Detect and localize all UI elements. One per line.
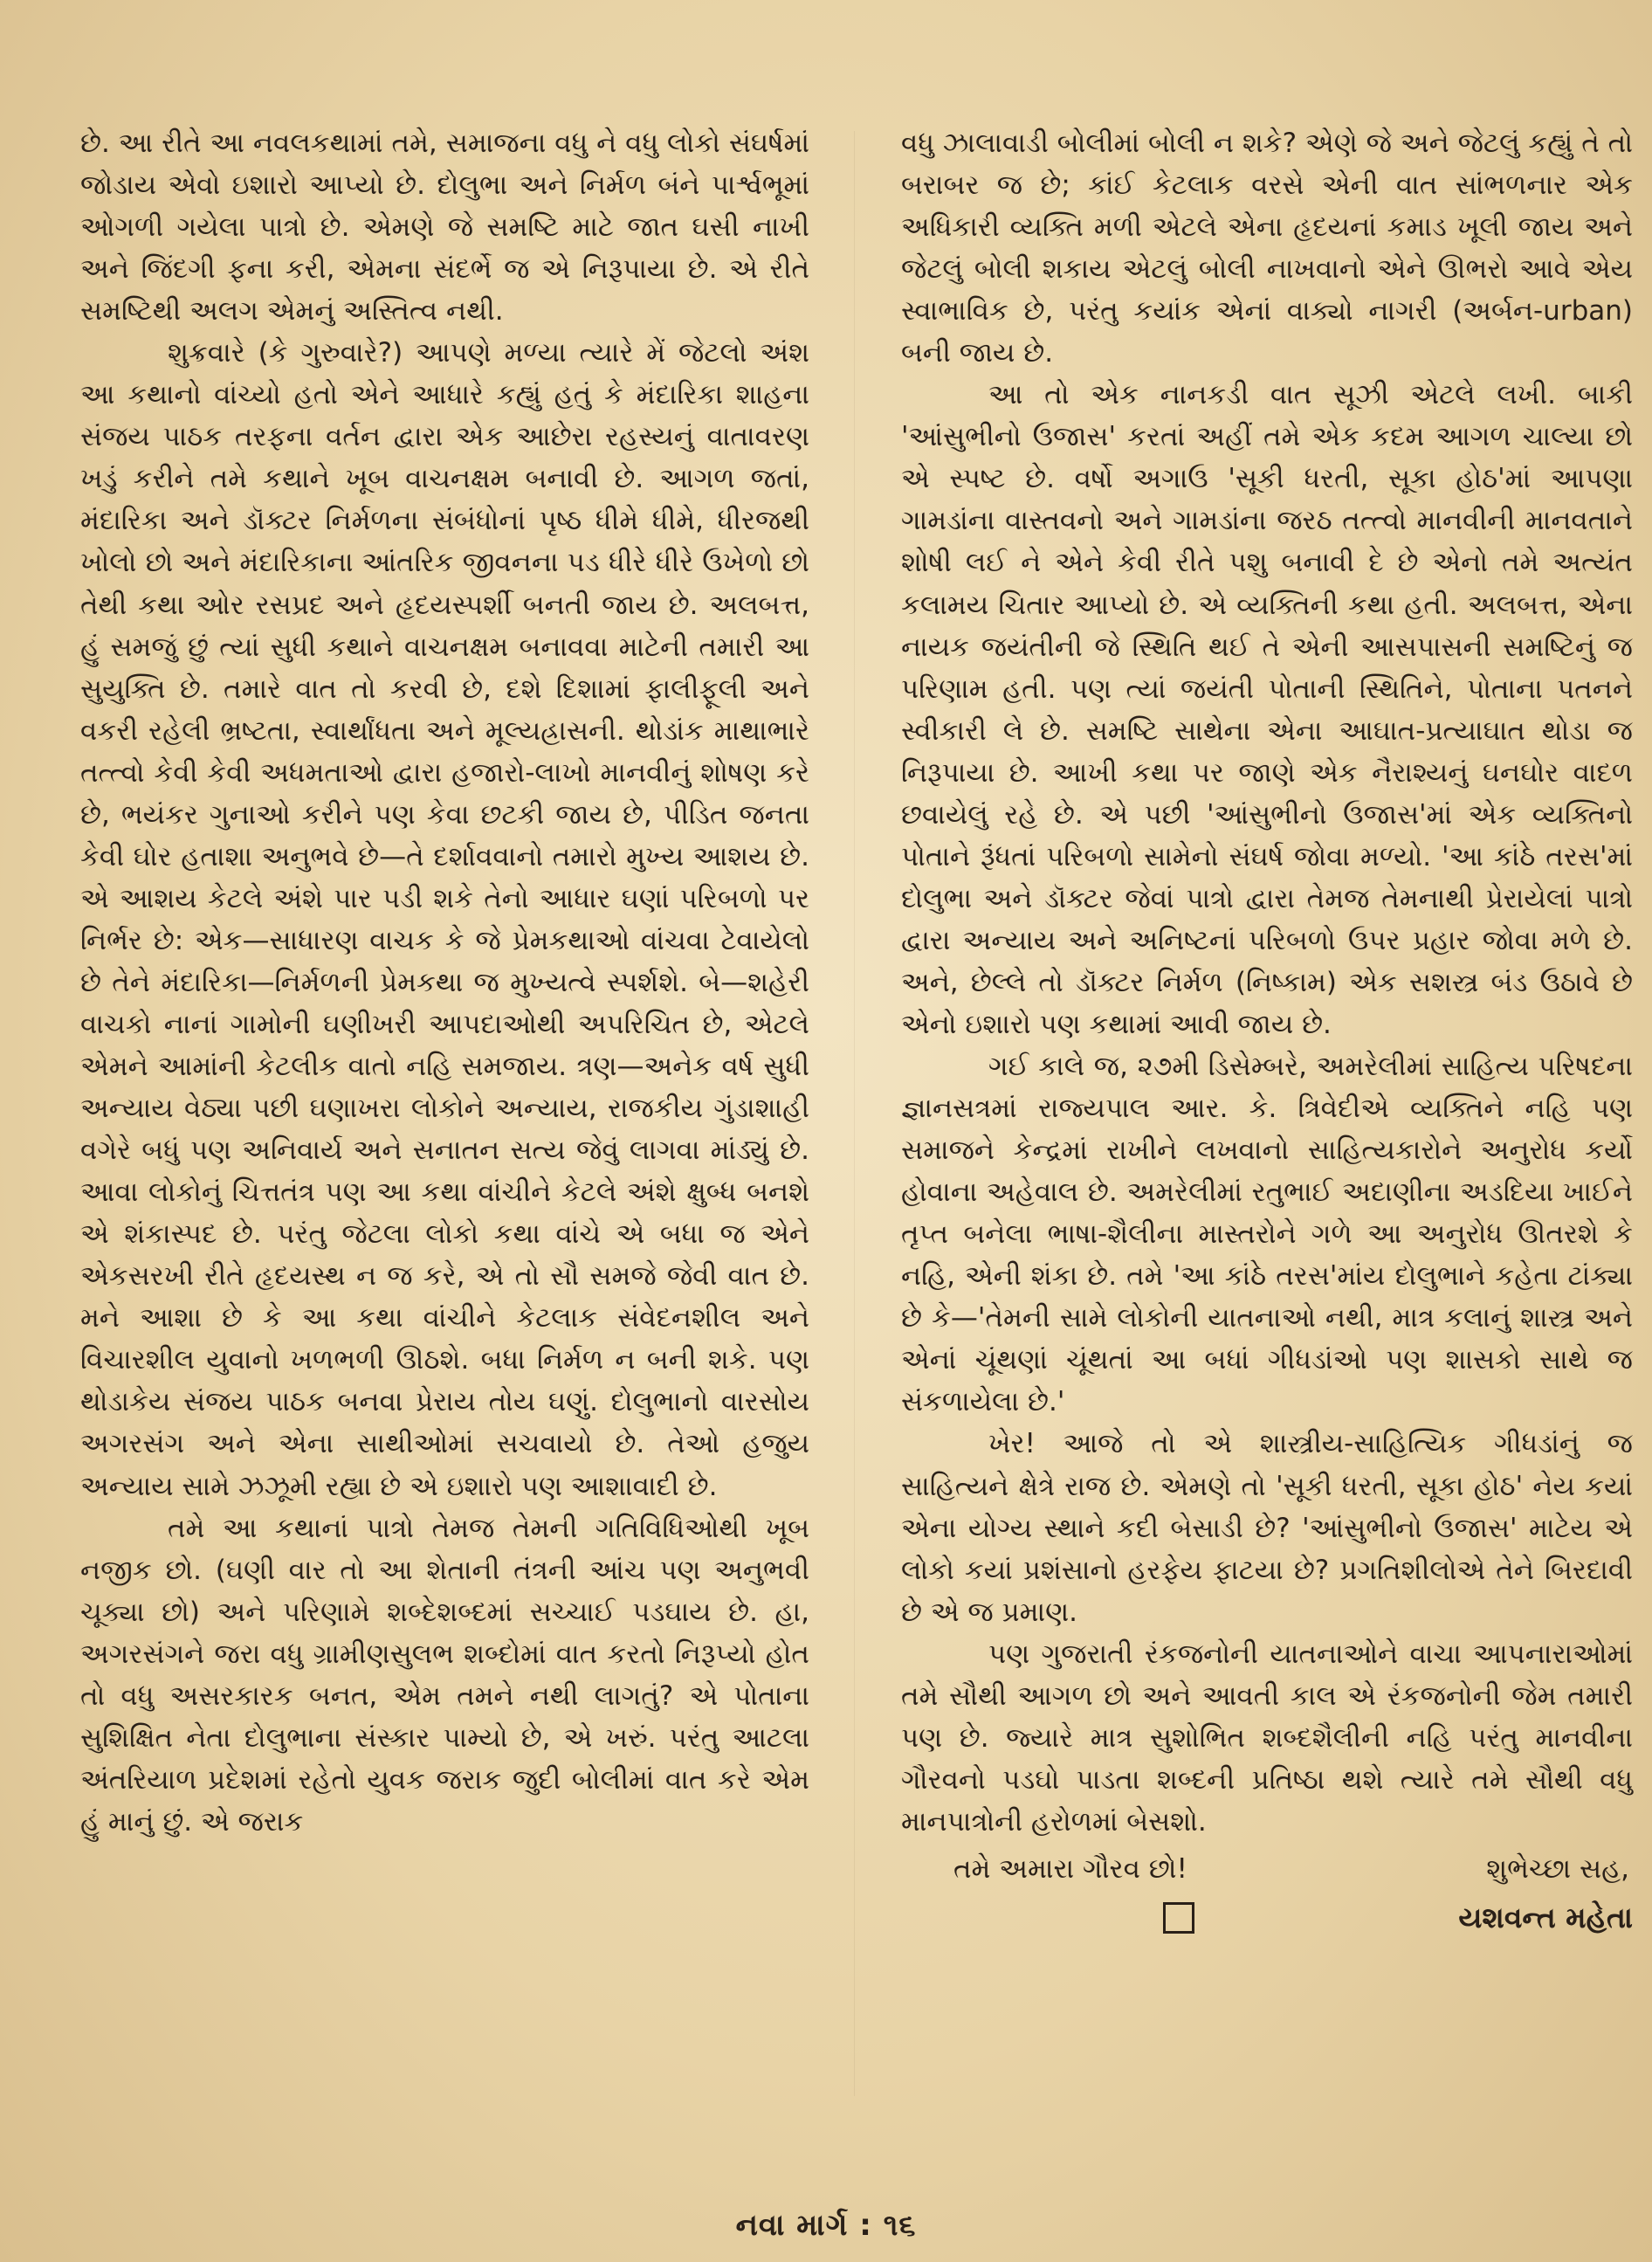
page-footer: નવા માર્ગ : ૧૬ <box>735 2208 917 2243</box>
closing-line: તમે અમારા ગૌરવ છો! <box>953 1852 1187 1885</box>
left-column <box>80 122 809 1843</box>
right-paragraph-3: ગઈ કાલે જ, ૨૭મી ડિસેમ્બરે, અમરેલીમાં સાહિત્ય પરિષદના જ્ઞાનસત્રમાં રાજ્યપાલ આર. કે. ત્રિવેદીએ વ્યક્તિને નહિ પણ સમાજને કેન્દ્રમાં રાખીને લખવાનો સાહિત્યકારોને અનુરોધ કર્યો હોવાના અહેવાલ છે. અમરેલીમાં રતુભાઈ અદાણીના અડદિયા ખાઈને તૃપ્ત બનેલા ભાષા-શૈલીના માસ્તરોને ગળે આ અનુરોધ ઊતરશે કે નહિ, એની શંકા છે. તમે 'આ કાંઠે તરસ'માંય દોલુભાને કહેતા ટાંક્યા છે કે—'તેમની સામે લોકોની યાતનાઓ નથી, માત્ર કલાનું શાસ્ત્ર અને એનાં ચૂંથણાં ચૂંથતાં આ બધાં ગીધડાંઓ પણ શાસકો સાથે જ સંકળાયેલા છે.' <box>901 1051 1633 1418</box>
right-paragraph-2: આ તો એક નાનકડી વાત સૂઝી એટલે લખી. બાકી 'આંસુભીનો ઉજાસ' કરતાં અહીં તમે એક કદમ આગળ ચાલ્યા છો એ સ્પષ્ટ છે. વર્ષો અગાઉ 'સૂકી ધરતી, સૂકા હોઠ'માં આપણા ગામડાંના વાસ્તવનો અને ગામડાંના જરઠ તત્ત્વો માનવીની માનવતાને શોષી લઈ ને એને કેવી રીતે પશુ બનાવી દે છે એનો તમે અત્યંત કલામય ચિતાર આપ્યો છે. એ વ્યક્તિની કથા હતી. અલબત્ત, એના નાયક જયંતીની જે સ્થિતિ થઈ તે એની આસપાસની સમષ્ટિનું જ પરિણામ હતી. પણ ત્યાં જયંતી પોતાની સ્થિતિને, પોતાના પતનને સ્વીકારી લે છે. સમષ્ટિ સાથેના એના આઘાત-પ્રત્યાઘાત થોડા જ નિરૂપાયા છે. આખી કથા પર જાણે એક નૈરાશ્યનું ઘનઘોર વાદળ છવાયેલું રહે છે. એ પછી 'આંસુભીનો ઉજાસ'માં એક વ્યક્તિનો પોતાને રૂંધતાં પરિબળો સામેનો સંઘર્ષ જોવા મળ્યો. 'આ કાંઠે તરસ'માં દોલુભા અને ડૉક્ટર જેવાં પાત્રો દ્વારા તેમજ તેમનાથી પ્રેરાયેલાં પાત્રો દ્વારા અન્યાય અને અનિષ્ટનાં પરિબળો ઉપર પ્રહાર જોવા મળે છે. અને, છેલ્લે તો ડૉક્ટર નિર્મળ (નિષ્કામ) એક સશસ્ત્ર બંડ ઉઠાવે છે એનો ઇશારો પણ કથામાં આવી જાય છે. <box>901 379 1633 1040</box>
end-mark-square-icon <box>1163 1902 1194 1934</box>
right-paragraph-5: પણ ગુજરાતી રંકજનોની યાતનાઓને વાચા આપનારાઓમાં તમે સૌથી આગળ છો અને આવતી કાલ એ રંકજનોની જેમ તમારી પણ છે. જ્યારે માત્ર સુશોભિત શબ્દશૈલીની નહિ પરંતુ માનવીના ગૌરવનો પડઘો પાડતા શબ્દની પ્રતિષ્ઠા થશે ત્યારે તમે સૌથી વધુ માનપાત્રોની હરોળમાં બેસશો. <box>901 1638 1633 1838</box>
signature-row <box>901 1895 1633 1940</box>
closing-row <box>901 1848 1633 1890</box>
left-paragraph-3: તમે આ કથાનાં પાત્રો તેમજ તેમની ગતિવિધિઓથી ખૂબ નજીક છો. (ઘણી વાર તો આ શેતાની તંત્રની આંચ પણ અનુભવી ચૂક્યા છો) અને પરિણામે શબ્દેશબ્દમાં સચ્ચાઈ પડઘાય છે. હા, અગરસંગને જરા વધુ ગ્રામીણસુલભ શબ્દોમાં વાત કરતો નિરૂપ્યો હોત તો વધુ અસરકારક બનત, એમ તમને નથી લાગતું? એ પોતાના સુશિક્ષિત નેતા દોલુભાના સંસ્કાર પામ્યો છે, એ ખરું. પરંતુ આટલા અંતરિયાળ પ્રદેશમાં રહેતો યુવક જરાક જુદી બોલીમાં વાત કરે એમ હું માનું છું. એ જરાક <box>80 1512 809 1838</box>
author-signature: યશવન્ત મહેતા <box>1458 1900 1633 1934</box>
wishes-line: શુભેચ્છા સહ, <box>1486 1852 1629 1885</box>
left-paragraph-2: શુક્રવારે (કે ગુરુવારે?) આપણે મળ્યા ત્યારે મેં જેટલો અંશ આ કથાનો વાંચ્યો હતો એને આધારે કહ્યું હતું કે મંદારિકા શાહના સંજય પાઠક તરફના વર્તન દ્વારા એક આછેરા રહસ્યનું વાતાવરણ ખડું કરીને તમે કથાને ખૂબ વાચનક્ષમ બનાવી છે. આગળ જતાં, મંદારિકા અને ડૉક્ટર નિર્મળના સંબંધોનાં પૃષ્ઠ ધીમે ધીમે, ધીરજથી ખોલો છો અને મંદારિકાના આંતરિક જીવનના પડ ધીરે ધીરે ઉખેળો છો તેથી કથા ઓર રસપ્રદ અને હૃદયસ્પર્શી બનતી જાય છે. અલબત્ત, હું સમજું છું ત્યાં સુધી કથાને વાચનક્ષમ બનાવવા માટેની તમારી આ સુયુક્તિ છે. તમારે વાત તો કરવી છે, દશે દિશામાં ફાલીફૂલી અને વકરી રહેલી ભ્રષ્ટતા, સ્વાર્થાંધતા અને મૂલ્યહ્રાસની. થોડાંક માથાભારે તત્ત્વો કેવી કેવી અધમતાઓ દ્વારા હજારો-લાખો માનવીનું શોષણ કરે છે, ભયંકર ગુનાઓ કરીને પણ કેવા છટકી જાય છે, પીડિત જનતા કેવી ઘોર હતાશા અનુભવે છે—તે દર્શાવવાનો તમારો મુખ્ય આશય છે. એ આશય કેટલે અંશે પાર પડી શકે તેનો આધાર ઘણાં પરિબળો પર નિર્ભર છે: એક—સાધારણ વાચક કે જે પ્રેમકથાઓ વાંચવા ટેવાયેલો છે તેને મંદારિકા—નિર્મળની પ્રેમકથા જ મુખ્યત્વે સ્પર્શશે. બે—શહેરી વાચકો નાનાં ગામોની ઘણીખરી આપદાઓથી અપરિચિત છે, એટલે એમને આમાંની કેટલીક વાતો નહિ સમજાય. ત્રણ—અનેક વર્ષ સુધી અન્યાય વેઠ્યા પછી ઘણાખરા લોકોને અન્યાય, રાજકીય ગુંડાશાહી વગેરે બધું પણ અનિવાર્ય અને સનાતન સત્ય જેવું લાગવા માંડ્યું છે. આવા લોકોનું ચિત્તતંત્ર પણ આ કથા વાંચીને કેટલે અંશે ક્ષુબ્ધ બનશે એ શંકાસ્પદ છે. પરંતુ જેટલા લોકો કથા વાંચે એ બધા જ એને એકસરખી રીતે હૃદયસ્થ ન જ કરે, એ તો સૌ સમજે જેવી વાત છે. મને આશા છે કે આ કથા વાંચીને કેટલાક સંવેદનશીલ અને વિચારશીલ યુવાનો ખળભળી ઊઠશે. બધા નિર્મળ ન બની શકે. પણ થોડાકેય સંજય પાઠક બનવા પ્રેરાય તોય ઘણું. દોલુભાનો વારસોય અગરસંગ અને એના સાથીઓમાં સચવાયો છે. તેઓ હજુય અન્યાય સામે ઝઝૂમી રહ્યા છે એ ઇશારો પણ આશાવાદી છે. <box>80 337 809 1502</box>
right-paragraph-4: ખેર! આજે તો એ શાસ્ત્રીય-સાહિત્યિક ગીધડાંનું જ સાહિત્યને ક્ષેત્રે રાજ છે. એમણે તો 'સૂકી ધરતી, સૂકા હોઠ' નેય કયાં એના યોગ્ય સ્થાને કદી બેસાડી છે? 'આંસુભીનો ઉજાસ' માટેય એ લોકો કયાં પ્રશંસાનો હરફેય ફાટયા છે? પ્રગતિશીલોએ તેને બિરદાવી છે એ જ પ્રમાણ. <box>901 1428 1633 1628</box>
column-gutter <box>854 131 855 2096</box>
left-paragraph-1: છે. આ રીતે આ નવલકથામાં તમે, સમાજના વધુ ને વધુ લોકો સંઘર્ષમાં જોડાય એવો ઇશારો આપ્યો છે. દોલુભા અને નિર્મળ બંને પાર્શ્વભૂમાં ઓગળી ગયેલા પાત્રો છે. એમણે જે સમષ્ટિ માટે જાત ઘસી નાખી અને જિંદગી ફના કરી, એમના સંદર્ભે જ એ નિરૂપાયા છે. એ રીતે સમષ્ટિથી અલગ એમનું અસ્તિત્વ નથી. <box>80 128 809 328</box>
right-paragraph-1: વધુ ઝાલાવાડી બોલીમાં બોલી ન શકે? એણે જે અને જેટલું કહ્યું તે તો બરાબર જ છે; કાંઈ કેટલાક વરસે એની વાત સાંભળનાર એક અધિકારી વ્યક્તિ મળી એટલે એના હૃદયનાં કમાડ ખૂલી જાય અને જેટલું બોલી શકાય એટલું બોલી નાખવાનો એને ઊભરો આવે એય સ્વાભાવિક છે, પરંતુ કયાંક એનાં વાક્યો નાગરી (અર્બન-urban) બની જાય છે. <box>901 128 1633 369</box>
right-column <box>901 122 1633 1940</box>
